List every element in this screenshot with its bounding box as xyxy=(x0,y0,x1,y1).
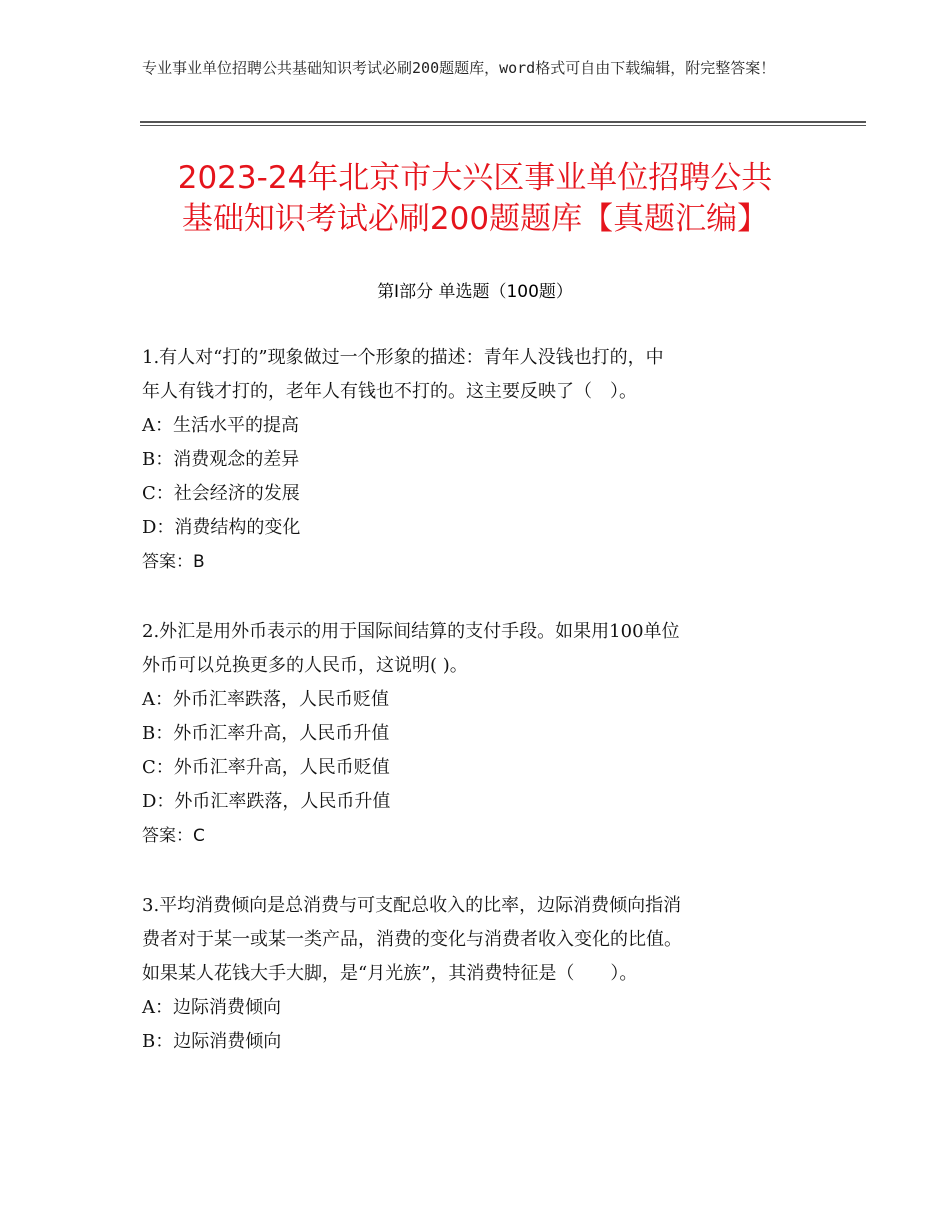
answer: 答案：B xyxy=(142,552,205,572)
question-stem-line: 如果某人花钱大手大脚，是“月光族”，其消费特征是（ ）。 xyxy=(142,963,638,984)
section-heading: 第Ⅰ部分 单选题（100题） xyxy=(377,282,573,302)
option-b: B：消费观念的差异 xyxy=(142,449,300,470)
answer: 答案：C xyxy=(142,826,205,846)
option-b: B：边际消费倾向 xyxy=(142,1031,282,1052)
question-2 xyxy=(142,615,822,853)
header-rule-thin xyxy=(140,125,866,126)
question-3 xyxy=(142,889,822,1059)
option-d: D：消费结构的变化 xyxy=(142,517,301,538)
option-a: A：外币汇率跌落，人民币贬值 xyxy=(142,689,389,710)
title-line-1: 2023-24年北京市大兴区事业单位招聘公共 xyxy=(177,160,773,196)
option-d: D：外币汇率跌落，人民币升值 xyxy=(142,791,391,812)
document-title xyxy=(110,158,840,240)
question-stem-line: 年人有钱才打的，老年人有钱也不打的。这主要反映了（ ）。 xyxy=(142,381,637,402)
option-a: A：生活水平的提高 xyxy=(142,415,299,436)
question-stem-line: 3.平均消费倾向是总消费与可支配总收入的比率，边际消费倾向指消 xyxy=(142,895,682,916)
title-line-2: 基础知识考试必刷200题题库【真题汇编】 xyxy=(181,201,769,237)
option-c: C：社会经济的发展 xyxy=(142,483,300,504)
header-note: 专业事业单位招聘公共基础知识考试必刷200题题库，word格式可自由下载编辑，附完整答案！ xyxy=(142,59,776,77)
question-1 xyxy=(142,341,822,579)
option-c: C：外币汇率升高，人民币贬值 xyxy=(142,757,390,778)
option-a: A：边际消费倾向 xyxy=(142,997,281,1018)
question-stem-line: 外币可以兑换更多的人民币，这说明( )。 xyxy=(142,655,468,676)
question-stem-line: 1.有人对“打的”现象做过一个形象的描述：青年人没钱也打的，中 xyxy=(142,347,664,368)
header-rule xyxy=(140,121,866,123)
option-b: B：外币汇率升高，人民币升值 xyxy=(142,723,390,744)
question-stem-line: 费者对于某一或某一类产品，消费的变化与消费者收入变化的比值。 xyxy=(142,929,682,950)
question-stem-line: 2.外汇是用外币表示的用于国际间结算的支付手段。如果用100单位 xyxy=(142,621,680,642)
